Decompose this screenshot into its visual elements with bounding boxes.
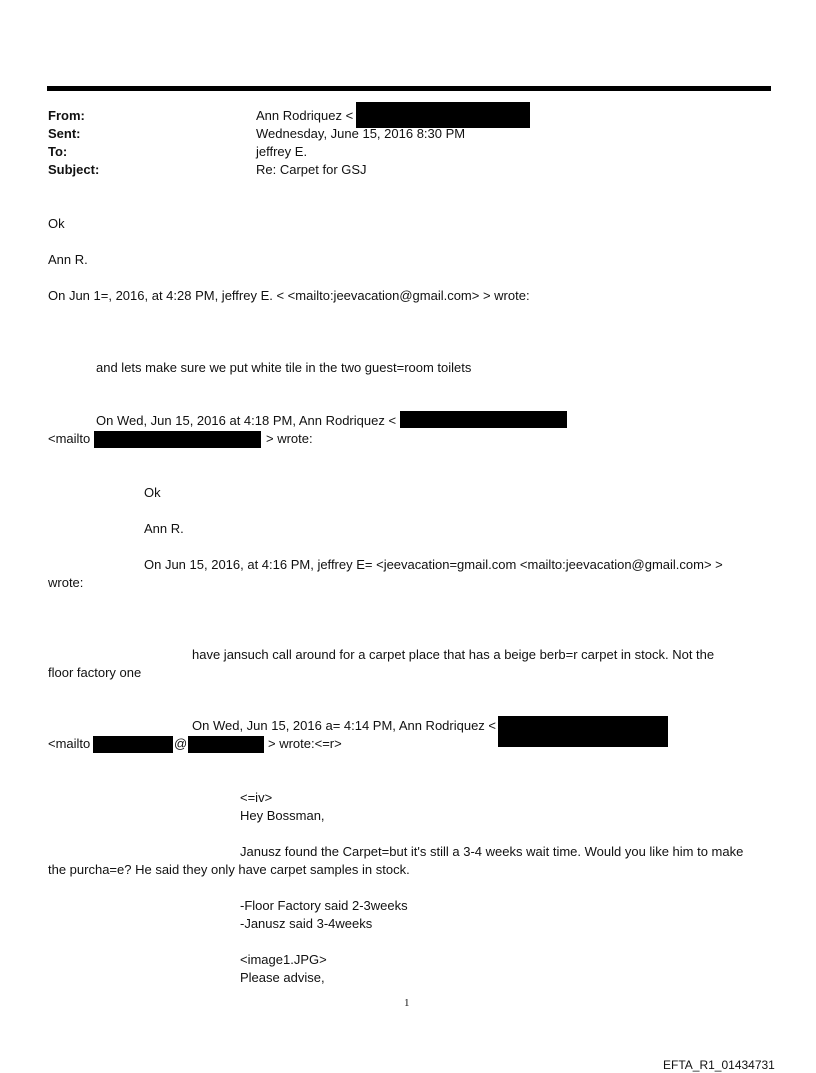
to-label: To:: [48, 144, 68, 159]
body-line: -Floor Factory said 2-3weeks: [240, 898, 408, 913]
mailto-prefix: <mailto: [48, 431, 91, 446]
body-line: and lets make sure we put white tile in the two guest=room toilets: [96, 360, 472, 375]
wrote-suffix: > wrote:<=r>: [268, 736, 342, 751]
quote-header: On Wed, Jun 15, 2016 at 4:18 PM, Ann Rodriquez <: [96, 413, 397, 428]
redaction-block: [94, 431, 261, 448]
body-line: Ann R.: [144, 521, 184, 536]
body-line: have jansuch call around for a carpet place that has a beige berb=r carpet in stock. Not the: [192, 647, 715, 662]
body-line: floor factory one: [48, 665, 142, 680]
body-line: Janusz found the Carpet=but it's still a 3-4 weeks wait time. Would you like him to make: [240, 844, 744, 859]
redaction-block: [188, 736, 264, 753]
body-line: Ann R.: [48, 252, 88, 267]
redaction-block: [93, 736, 173, 753]
quote-header: On Wed, Jun 15, 2016 a= 4:14 PM, Ann Rodriquez <: [192, 718, 497, 733]
subject-label: Subject:: [48, 162, 100, 177]
body-line: Please advise,: [240, 970, 325, 985]
page-number: 1: [404, 997, 410, 1009]
body-line: <=iv>: [240, 790, 273, 805]
from-value: Ann Rodriquez <: [256, 108, 354, 123]
body-line: wrote:: [48, 575, 84, 590]
sent-label: Sent:: [48, 126, 81, 141]
wrote-suffix: > wrote:: [266, 431, 313, 446]
mailto-prefix: <mailto: [48, 736, 91, 751]
redaction-block: [498, 716, 668, 747]
sent-value: Wednesday, June 15, 2016 8:30 PM: [256, 126, 466, 141]
greeting: Hey Bossman,: [240, 808, 325, 823]
attachment-placeholder: <image1.JPG>: [240, 952, 327, 967]
header-rule: [47, 86, 771, 91]
quote-header: On Jun 15, 2016, at 4:16 PM, jeffrey E= <jeevacation=gmail.com <mailto:jeevacation@gmail.com> >: [144, 557, 723, 572]
from-label: From:: [48, 108, 85, 123]
to-value: jeffrey E.: [256, 144, 308, 159]
redaction-block: [400, 411, 567, 428]
body-line: Ok: [144, 485, 161, 500]
redaction-block: [356, 102, 530, 128]
body-line: -Janusz said 3-4weeks: [240, 916, 373, 931]
mailto-at: @: [174, 736, 188, 751]
subject-value: Re: Carpet for GSJ: [256, 162, 367, 177]
quote-header: On Jun 1=, 2016, at 4:28 PM, jeffrey E. < <mailto:jeevacation@gmail.com> > wrote:: [48, 288, 530, 303]
body-line: Ok: [48, 216, 65, 231]
body-line: the purcha=e? He said they only have carpet samples in stock.: [48, 862, 410, 877]
document-id: EFTA_R1_01434731: [663, 1058, 775, 1072]
